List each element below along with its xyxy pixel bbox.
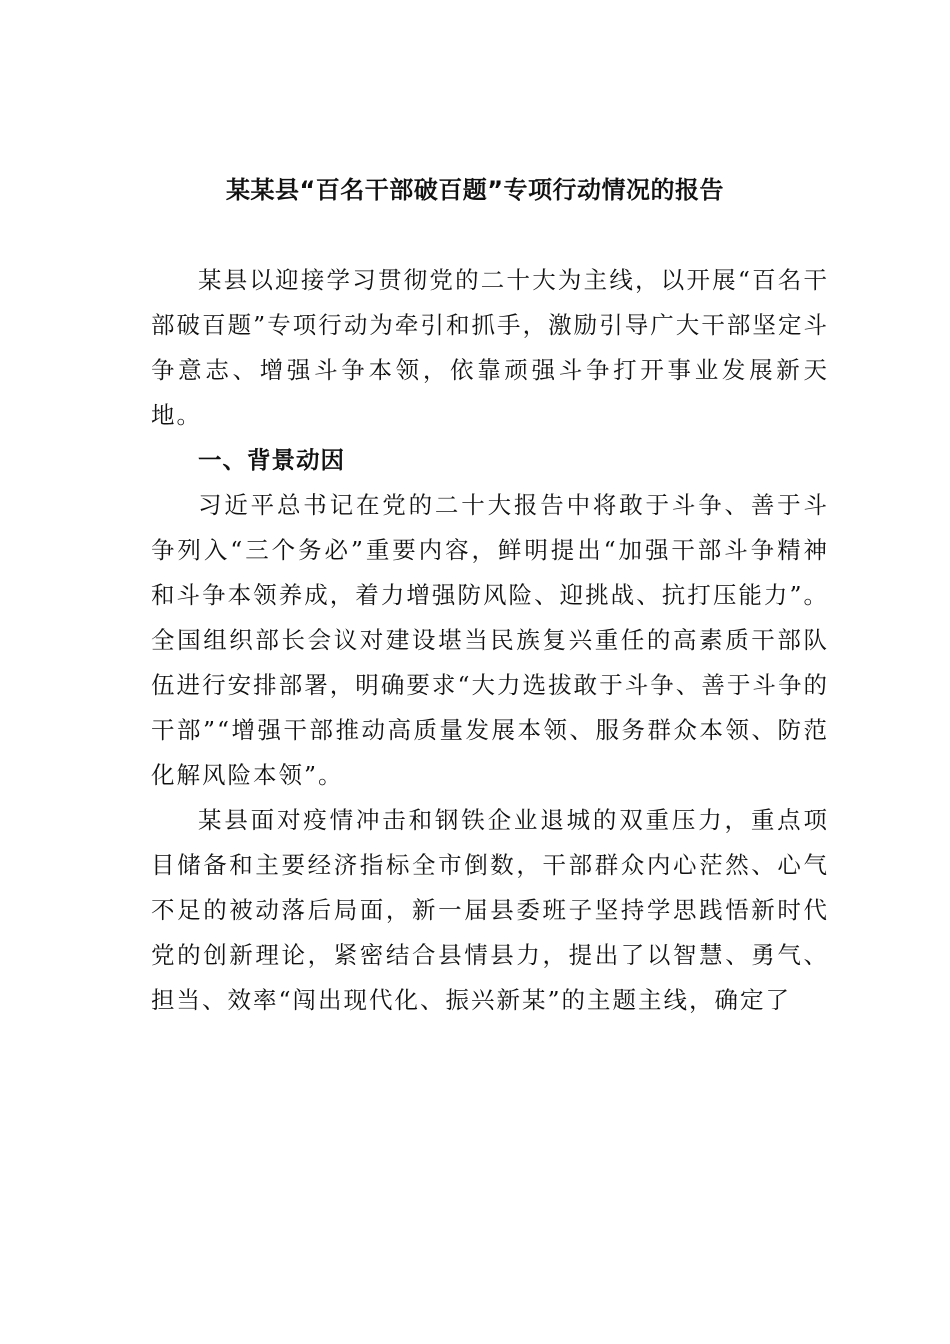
section-heading: 一、背景动因	[198, 446, 345, 474]
section-paragraph-1: 习近平总书记在党的二十大报告中将敢于斗争、善于斗争列入“三个务必”重要内容，鲜明提出“加强干部斗争精神和斗争本领养成，着力增强防风险、迎挑战、抗打压能力”。全国组织部长会议对建设堪当民族复兴重任的高素质干部队伍进行安排部署，明确要求“大力选拔敢于斗争、善于斗争的干部”“增强干部推动高质量发展本领、服务群众本领、防范化解风险本领”。	[151, 491, 829, 789]
section-paragraph-2: 某县面对疫情冲击和钢铁企业退城的双重压力，重点项目储备和主要经济指标全市倒数，干部群众内心茫然、心气不足的被动落后局面，新一届县委班子坚持学思践悟新时代党的创新理论，紧密结合县情县力，提出了以智慧、勇气、担当、效率“闯出现代化、振兴新某”的主题主线，确定了	[151, 806, 829, 1014]
document-title: 某某县“百名干部破百题”专项行动情况的报告	[225, 176, 725, 204]
intro-paragraph: 某县以迎接学习贯彻党的二十大为主线，以开展“百名干部破百题”专项行动为牵引和抓手，激励引导广大干部坚定斗争意志、增强斗争本领，依靠顽强斗争打开事业发展新天地。	[151, 266, 829, 429]
document-body	[151, 258, 829, 1023]
